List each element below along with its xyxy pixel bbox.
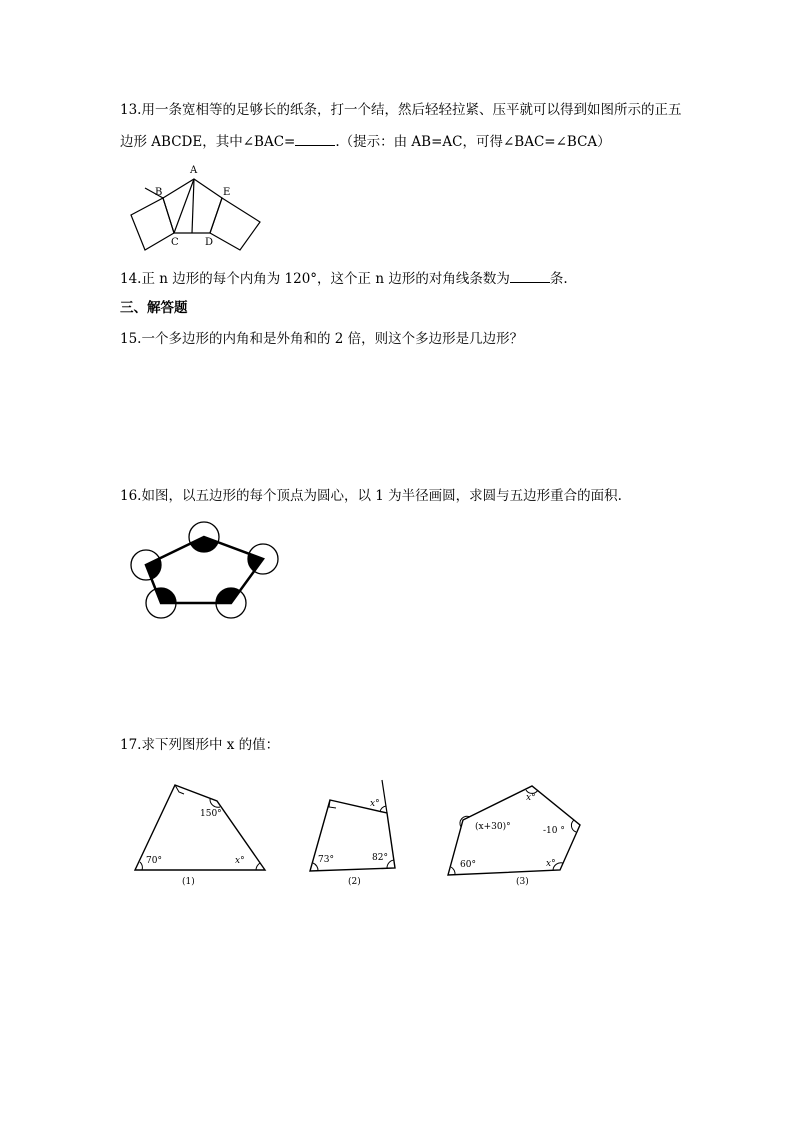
q17-text: 17.求下列图形中 x 的值：	[120, 737, 280, 753]
section-title: 三、解答题	[120, 300, 188, 316]
strip-right	[210, 198, 260, 250]
q13-knot-figure	[125, 160, 270, 255]
q13-line2	[120, 131, 611, 152]
q17-figures	[120, 770, 600, 900]
label-e: E	[223, 187, 231, 198]
fig3-angle-x30: (x+30)°	[475, 822, 511, 832]
q14-answer-blank[interactable]	[510, 268, 550, 283]
fig2-quadrilateral	[310, 780, 395, 887]
fig3-angle-x-bottom: x°	[546, 859, 556, 869]
q14-line	[120, 268, 568, 289]
q13-line2-prefix: 边形 ABCDE，其中∠BAC=	[120, 134, 296, 150]
fig2-angle-82: 82°	[372, 853, 388, 863]
q14-suffix: 条.	[549, 271, 568, 287]
fig3-angle-60: 60°	[460, 860, 476, 870]
strip-fold-2	[192, 179, 194, 233]
label-c: C	[171, 237, 179, 248]
q16-pentagon-figure	[120, 515, 290, 625]
q13-line1: 13.用一条宽相等的足够长的纸条，打一个结，然后轻轻拉紧、压平就可以得到如图所示的正五	[120, 102, 682, 118]
fig3-pentagon	[448, 786, 580, 887]
fig2-angle-73: 73°	[318, 855, 334, 865]
q14-prefix: 14.正 n 边形的每个内角为 120°，这个正 n 边形的对角线条数为	[120, 271, 510, 287]
q13-line2-suffix: .（提示：由 AB=AC，可得∠BAC=∠BCA）	[335, 134, 611, 150]
fig2-angle-x: x°	[370, 799, 380, 809]
fig1-angle-150: 150°	[200, 809, 222, 819]
fig3-angle-x-top: x°	[526, 793, 536, 803]
label-d: D	[205, 237, 214, 248]
strip-left	[131, 198, 174, 250]
q16-text: 16.如图，以五边形的每个顶点为圆心，以 1 为半径画圆，求圆与五边形重合的面积.	[120, 488, 622, 504]
fig2-caption: (2)	[348, 877, 361, 887]
fig1-caption: (1)	[182, 877, 195, 887]
fig1-angle-x: x°	[235, 856, 245, 866]
strip-fold-1	[174, 179, 194, 233]
q13-answer-blank[interactable]	[295, 131, 335, 146]
fig3-angle-10: -10 °	[543, 826, 565, 836]
label-a: A	[190, 165, 198, 176]
fig1-angle-70: 70°	[146, 856, 162, 866]
q15-text: 15.一个多边形的内角和是外角和的 2 倍，则这个多边形是几边形？	[120, 331, 524, 347]
fig1-quadrilateral	[135, 785, 265, 887]
label-b: B	[155, 187, 163, 198]
fig3-caption: (3)	[516, 877, 529, 887]
